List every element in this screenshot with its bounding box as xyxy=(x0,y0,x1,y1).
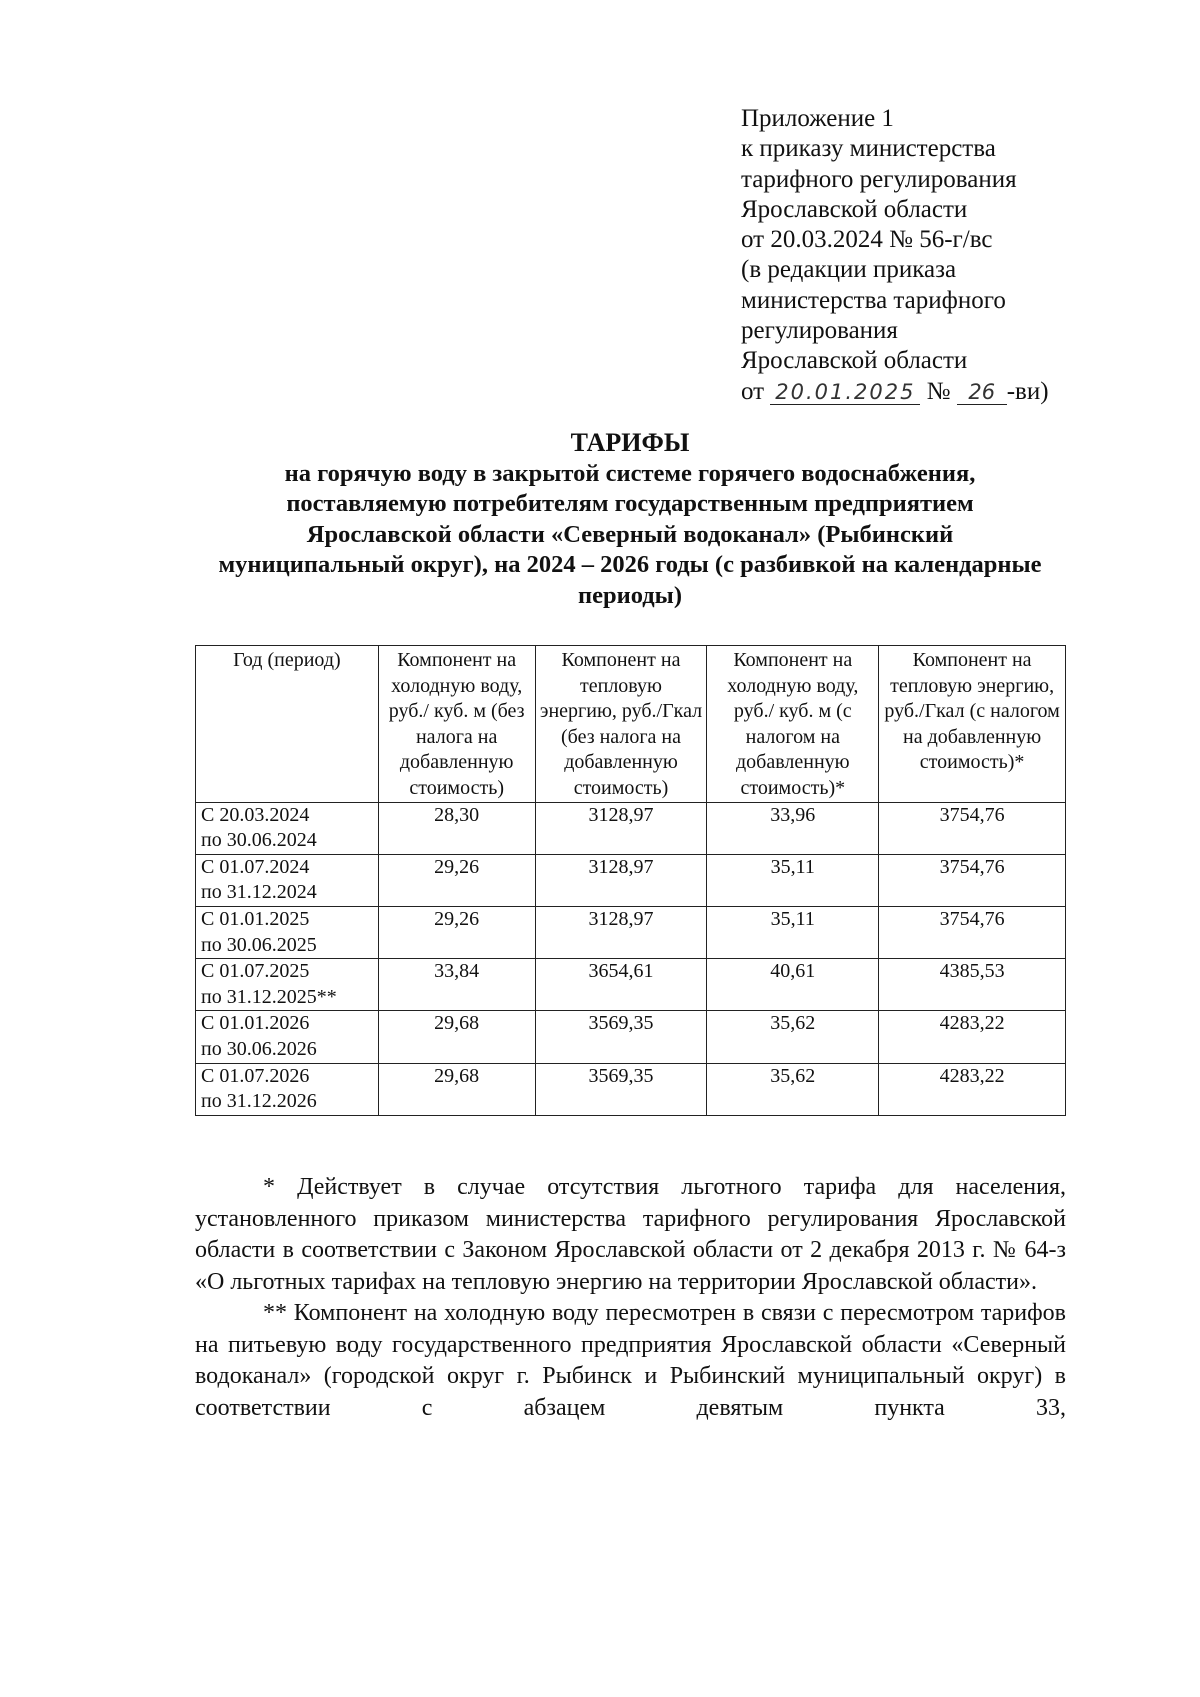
heat-energy-vat-cell: 4283,22 xyxy=(879,1063,1066,1115)
cold-water-net-cell: 33,84 xyxy=(378,959,535,1011)
table-row xyxy=(196,802,1066,854)
table-row xyxy=(196,906,1066,958)
table-row xyxy=(196,854,1066,906)
heat-energy-net-cell: 3569,35 xyxy=(535,1011,707,1063)
header-cold-water-vat: Компонент на холодную воду, руб./ куб. м (с налогом на добавленную стоимость)* xyxy=(707,646,879,803)
tariff-table xyxy=(195,645,1066,1116)
appendix-header xyxy=(741,104,1101,407)
period-from: С 01.07.2025 xyxy=(201,960,310,983)
header-cold-water-net: Компонент на холодную воду, руб./ куб. м (без налога на добавленную стоимость) xyxy=(378,646,535,803)
period-cell xyxy=(196,959,379,1011)
heat-energy-net-cell: 3128,97 xyxy=(535,854,707,906)
heat-energy-vat-cell: 4385,53 xyxy=(879,959,1066,1011)
number-sign: № xyxy=(926,377,951,405)
period-from: С 01.01.2025 xyxy=(201,907,310,930)
period-from: С 01.07.2026 xyxy=(201,1064,310,1087)
period-to: по 30.06.2024 xyxy=(201,829,317,852)
cold-water-net-cell: 28,30 xyxy=(378,802,535,854)
period-to: по 31.12.2024 xyxy=(201,881,317,904)
title-main: ТАРИФЫ xyxy=(570,428,690,457)
header-heat-energy-vat: Компонент на тепловую энергию, руб./Гкал (с налогом на добавленную стоимость)* xyxy=(879,646,1066,803)
appendix-line: тарифного регулирования xyxy=(741,165,1017,193)
header-heat-energy-net: Компонент на тепловую энергию, руб./Гкал (без налога на добавленную стоимость) xyxy=(535,646,707,803)
period-cell xyxy=(196,906,379,958)
appendix-line: от 20.03.2024 № 56-г/вс xyxy=(741,226,993,254)
period-from: С 01.01.2026 xyxy=(201,1012,310,1035)
subtitle-line: на горячую воду в закрытой системе горячего водоснабжения, xyxy=(284,459,976,487)
appendix-line: Приложение 1 xyxy=(741,105,894,132)
cold-water-vat-cell: 35,11 xyxy=(707,854,879,906)
footnotes xyxy=(195,1172,1066,1424)
table-row xyxy=(196,1063,1066,1115)
appendix-line: Ярославской области xyxy=(741,347,968,375)
appendix-line: регулирования xyxy=(741,317,898,345)
heat-energy-net-cell: 3569,35 xyxy=(535,1063,707,1115)
subtitle-line: периоды) xyxy=(578,581,682,609)
cold-water-vat-cell: 35,11 xyxy=(707,906,879,958)
cold-water-net-cell: 29,26 xyxy=(378,906,535,958)
period-to: по 31.12.2026 xyxy=(201,1090,317,1113)
appendix-line: (в редакции приказа xyxy=(741,256,957,284)
table-row xyxy=(196,1011,1066,1063)
period-cell xyxy=(196,1011,379,1063)
appendix-line: министерства тарифного xyxy=(741,286,1006,314)
period-from: С 01.07.2024 xyxy=(201,855,310,878)
cold-water-net-cell: 29,68 xyxy=(378,1011,535,1063)
period-cell xyxy=(196,1063,379,1115)
amendment-suffix: -ви) xyxy=(1006,377,1049,405)
subtitle-line: поставляемую потребителям государственным предприятием xyxy=(286,490,974,517)
period-to: по 30.06.2026 xyxy=(201,1037,317,1060)
amendment-line xyxy=(741,377,1101,407)
period-to: по 30.06.2025 xyxy=(201,933,317,956)
period-from: С 20.03.2024 xyxy=(201,803,310,826)
heat-energy-net-cell: 3128,97 xyxy=(535,802,707,854)
handwritten-date: 20.01.2025 xyxy=(770,380,920,405)
handwritten-number: 26 xyxy=(957,380,1007,405)
cold-water-vat-cell: 35,62 xyxy=(707,1011,879,1063)
footnote-double-asterisk: ** Компонент на холодную воду пересмотрен в связи с пересмотром тарифов на питьевую воду государственного предприятия Ярославской области «Северный водоканал» (городской округ г. Рыбинск и Рыбинский муниципальный округ) в соответствии с абзацем девятым пункта 33, xyxy=(195,1300,1066,1421)
cold-water-net-cell: 29,26 xyxy=(378,854,535,906)
heat-energy-vat-cell: 3754,76 xyxy=(879,854,1066,906)
cold-water-vat-cell: 33,96 xyxy=(707,802,879,854)
appendix-line: Ярославской области xyxy=(741,195,968,223)
heat-energy-net-cell: 3654,61 xyxy=(535,959,707,1011)
footnote-single-asterisk: * Действует в случае отсутствия льготного тарифа для населения, установленного приказом министерства тарифного регулирования Ярославской области в соответствии с Законом Ярославской области от 2 декабря 2013 г. № 64-з «О льготных тарифах на тепловую энергию на территории Ярославской области». xyxy=(195,1174,1066,1295)
heat-energy-vat-cell: 3754,76 xyxy=(879,802,1066,854)
heat-energy-net-cell: 3128,97 xyxy=(535,906,707,958)
header-period: Год (период) xyxy=(196,646,379,803)
cold-water-vat-cell: 40,61 xyxy=(707,959,879,1011)
table-row xyxy=(196,959,1066,1011)
period-to: по 31.12.2025** xyxy=(201,985,337,1008)
subtitle-line: Ярославской области «Северный водоканал» (Рыбинский xyxy=(306,520,954,548)
table-header-row xyxy=(196,646,1066,803)
period-cell xyxy=(196,802,379,854)
heat-energy-vat-cell: 4283,22 xyxy=(879,1011,1066,1063)
period-cell xyxy=(196,854,379,906)
appendix-line: к приказу министерства xyxy=(741,135,996,163)
document-title xyxy=(190,428,1070,611)
cold-water-net-cell: 29,68 xyxy=(378,1063,535,1115)
heat-energy-vat-cell: 3754,76 xyxy=(879,906,1066,958)
cold-water-vat-cell: 35,62 xyxy=(707,1063,879,1115)
amendment-prefix: от xyxy=(741,377,765,405)
subtitle-line: муниципальный округ), на 2024 – 2026 годы (с разбивкой на календарные xyxy=(218,551,1042,578)
